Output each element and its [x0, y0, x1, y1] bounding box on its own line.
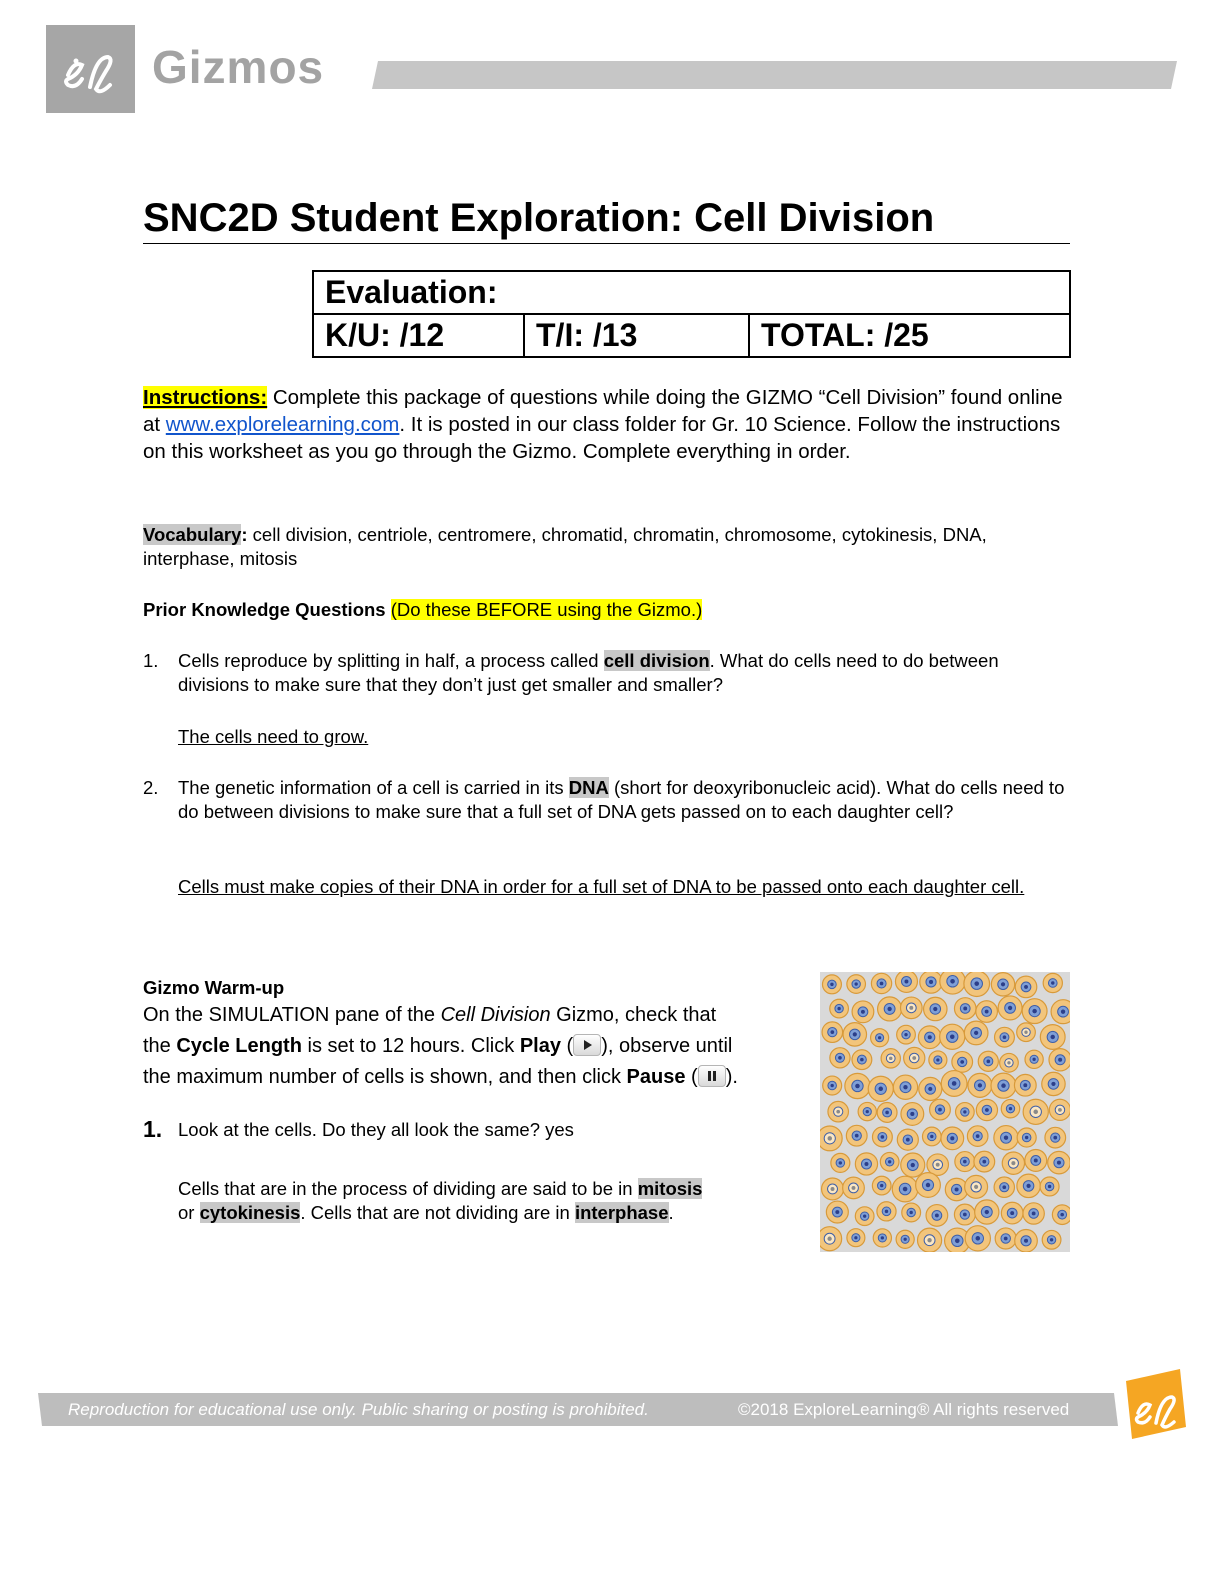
el-logo-icon	[46, 25, 135, 113]
cell	[964, 1021, 988, 1045]
cell	[826, 1201, 848, 1223]
cell	[896, 1230, 914, 1248]
warmup-heading-text: Gizmo Warm-up	[143, 977, 285, 998]
warmup-t3a: the maximum number of cells is shown, and then click	[143, 1066, 627, 1088]
cell	[978, 1051, 998, 1071]
cell	[974, 1151, 995, 1172]
prior-knowledge-heading	[143, 598, 1073, 622]
cell	[845, 1073, 870, 1098]
prior-q1-text-b: . What do cells need to do between divisions to make sure that they don’t just get smaller and smaller?	[178, 650, 999, 695]
explorelearning-logo-icon	[1118, 1365, 1190, 1445]
cell	[941, 1071, 967, 1097]
warmup-t2a: the	[143, 1035, 177, 1057]
warmup-t2b: is set to 12 hours. Click	[301, 1035, 520, 1057]
cell	[1002, 1152, 1024, 1174]
cell	[831, 1153, 850, 1172]
cell	[1001, 1099, 1019, 1117]
cell	[893, 1075, 917, 1099]
cell	[954, 998, 976, 1020]
cell	[871, 973, 891, 993]
cell	[922, 1127, 941, 1146]
cell	[920, 972, 942, 993]
warmup-t1-italic: Cell Division	[440, 1004, 551, 1026]
cell	[823, 1076, 842, 1095]
cell	[820, 1227, 842, 1251]
cell	[871, 1029, 889, 1047]
instructions-text-2: . It is posted in our class folder for Gr. 10 Science. Follow the instructions on this worksheet as you go through the Gizmo. Complete everything in order.	[143, 413, 1061, 463]
cell	[828, 1101, 849, 1122]
warmup-p-a: Cells that are in the process of dividing are said to be in	[178, 1178, 638, 1199]
cell	[940, 972, 966, 994]
vocabulary-colon: :	[241, 524, 248, 545]
cell	[1017, 1128, 1036, 1147]
cell	[991, 1073, 1016, 1098]
cell	[1049, 1099, 1070, 1120]
cell	[994, 1126, 1018, 1150]
warmup-p-d: .	[668, 1202, 674, 1223]
prior-q1-number: 1.	[143, 650, 159, 671]
cell	[1042, 1072, 1065, 1095]
warmup-p-c: . Cells that are not dividing are in	[300, 1202, 575, 1223]
cell	[880, 1152, 899, 1171]
evaluation-heading: Evaluation:	[313, 271, 1070, 314]
prior-heading-text: Prior Knowledge Questions	[143, 599, 386, 620]
warmup-t1-end: Gizmo, check that	[550, 1004, 717, 1026]
warmup-q1-text: Look at the cells. Do they all look the same? yes	[178, 1119, 574, 1140]
cell	[901, 1153, 925, 1177]
prior-q2-text-b: (short for deoxyribonucleic acid). What do cells need to do between divisions to make sure that a full set of DNA gets passed on to each daughter cell?	[178, 777, 1065, 822]
instructions-paragraph	[143, 384, 1073, 465]
cell	[877, 1103, 897, 1123]
cell	[954, 1204, 975, 1225]
cell	[1048, 1151, 1070, 1174]
cell	[852, 1001, 874, 1023]
cell	[901, 997, 923, 1019]
gizmos-logo	[46, 25, 135, 113]
cell	[901, 1103, 924, 1126]
cell	[924, 997, 947, 1020]
prior-q1-term: cell division	[603, 650, 710, 671]
explorelearning-link[interactable]: www.explorelearning.com	[165, 413, 400, 436]
warmup-p-b: or	[178, 1202, 200, 1223]
cell	[991, 973, 1014, 996]
cell	[975, 1200, 999, 1224]
vocabulary-label: Vocabulary	[143, 524, 242, 545]
prior-q1-answer: The cells need to grow.	[178, 726, 369, 747]
cell	[1017, 1023, 1036, 1042]
cell	[926, 1205, 948, 1227]
cell	[976, 1099, 997, 1120]
play-term: Play	[519, 1035, 561, 1057]
prior-q1-text	[178, 649, 1073, 697]
mitosis-term: mitosis	[637, 1178, 703, 1199]
cell	[843, 1023, 866, 1046]
prior-q2-answer: Cells must make copies of their DNA in order for a full set of DNA to be passed onto each daughter cell.	[178, 876, 1025, 897]
cell	[927, 1154, 949, 1176]
prior-q2-text	[178, 776, 1073, 824]
cell-simulation-image	[820, 972, 1070, 1252]
cell	[1049, 1049, 1070, 1071]
vocabulary-paragraph	[143, 523, 1073, 571]
cell	[1051, 1000, 1070, 1024]
cell	[1043, 973, 1062, 992]
cell	[1022, 999, 1047, 1024]
cell	[1023, 1099, 1048, 1124]
warmup-heading	[143, 976, 284, 1000]
cell	[995, 1027, 1015, 1047]
instructions-text-1: Complete this package of questions while doing the GIZMO “Cell Division” found online at	[143, 386, 1063, 436]
cell	[897, 1025, 916, 1044]
cell	[868, 1076, 893, 1101]
play-icon	[573, 1034, 601, 1056]
cell	[930, 1099, 951, 1120]
cell	[843, 1177, 865, 1199]
title-underline	[143, 243, 1070, 244]
cell	[820, 1126, 842, 1151]
header-bar	[372, 61, 1177, 89]
footer-notice: Reproduction for educational use only. Public sharing or posting is prohibited.	[68, 1400, 649, 1419]
cell	[916, 1173, 941, 1198]
vocabulary-terms: cell division, centriole, centromere, chromatid, chromatin, chromosome, cytokinesis, DNA, interphase, mitosis	[143, 524, 987, 569]
cell	[858, 1102, 876, 1120]
cell	[1015, 1229, 1038, 1252]
ti-score: T/I: /13	[524, 314, 749, 357]
cell	[822, 1178, 844, 1200]
cell	[872, 1127, 892, 1147]
warmup-t2c: (	[560, 1035, 574, 1057]
cycle-length-term: Cycle Length	[176, 1035, 302, 1057]
cell	[918, 1026, 941, 1049]
cell	[1017, 1174, 1040, 1197]
cytokinesis-term: cytokinesis	[199, 1202, 301, 1223]
cell	[1001, 1202, 1023, 1224]
footer-copyright: ©2018 ExploreLearning® All rights reserved	[738, 1400, 1070, 1419]
ku-score: K/U: /12	[313, 314, 524, 357]
cell	[873, 1229, 891, 1247]
cell	[846, 1125, 867, 1146]
cell	[881, 1049, 900, 1068]
cell	[995, 1228, 1016, 1249]
cell	[904, 1047, 925, 1068]
prior-note: (Do these BEFORE using the Gizmo.)	[390, 599, 703, 620]
cell	[847, 1229, 865, 1247]
brand-name: Gizmos	[152, 41, 325, 93]
pause-icon	[698, 1065, 726, 1087]
cell	[994, 1177, 1014, 1197]
pause-term: Pause	[626, 1066, 686, 1088]
prior-q2-text-a: The genetic information of a cell is carried in its	[178, 777, 569, 798]
cell	[929, 1051, 947, 1069]
cell	[965, 1175, 988, 1198]
prior-q1-text-a: Cells reproduce by splitting in half, a process called	[178, 650, 604, 671]
prior-q2-number: 2.	[143, 777, 159, 798]
cell	[1015, 976, 1037, 998]
cell	[1042, 1230, 1061, 1249]
cell	[855, 1207, 874, 1226]
cell	[877, 1202, 896, 1221]
warmup-instructions	[143, 1000, 808, 1093]
cell	[1000, 1053, 1019, 1072]
cell	[1045, 1127, 1066, 1148]
cell	[852, 1050, 872, 1070]
cell	[822, 1022, 843, 1043]
warmup-t2d: ), observe until	[601, 1035, 733, 1057]
cell	[964, 972, 990, 996]
cell	[952, 1052, 973, 1073]
cell	[965, 1226, 990, 1251]
cell	[941, 1127, 964, 1150]
cell	[1025, 1050, 1043, 1068]
cell	[847, 975, 866, 994]
cell	[822, 975, 841, 994]
warmup-q1-paragraph	[178, 1177, 818, 1225]
cell	[892, 1176, 918, 1202]
cell	[830, 1048, 850, 1068]
warmup-q1-number: 1.	[143, 1116, 163, 1142]
cell	[956, 1103, 975, 1122]
cell	[998, 996, 1022, 1020]
cell	[1023, 1203, 1044, 1224]
cell	[897, 1129, 918, 1150]
cell	[919, 1077, 942, 1100]
cell	[902, 1203, 921, 1222]
cell	[1014, 1074, 1036, 1096]
cell	[855, 1153, 877, 1175]
instructions-label: Instructions:	[143, 386, 268, 409]
page-title: SNC2D Student Exploration: Cell Division	[143, 196, 935, 240]
cell	[940, 1024, 965, 1049]
cell	[895, 972, 917, 992]
interphase-term: interphase	[574, 1202, 669, 1223]
cell	[955, 1152, 975, 1172]
prior-q2-term: DNA	[568, 777, 609, 798]
cell	[1040, 1177, 1059, 1196]
cell	[976, 1001, 998, 1023]
warmup-t1: On the SIMULATION pane of the	[143, 1004, 441, 1026]
warmup-t3b: (	[685, 1066, 698, 1088]
warmup-t3c: ).	[725, 1066, 738, 1088]
cell	[967, 1126, 988, 1147]
cell	[1025, 1150, 1047, 1172]
evaluation-table	[312, 270, 1071, 358]
cell	[918, 1228, 942, 1252]
total-score: TOTAL: /25	[749, 314, 1070, 357]
cell	[968, 1073, 992, 1097]
cell	[1052, 1205, 1070, 1225]
cell	[830, 999, 849, 1018]
cell	[872, 1176, 891, 1195]
cell	[878, 997, 902, 1021]
cell	[1040, 1025, 1065, 1050]
